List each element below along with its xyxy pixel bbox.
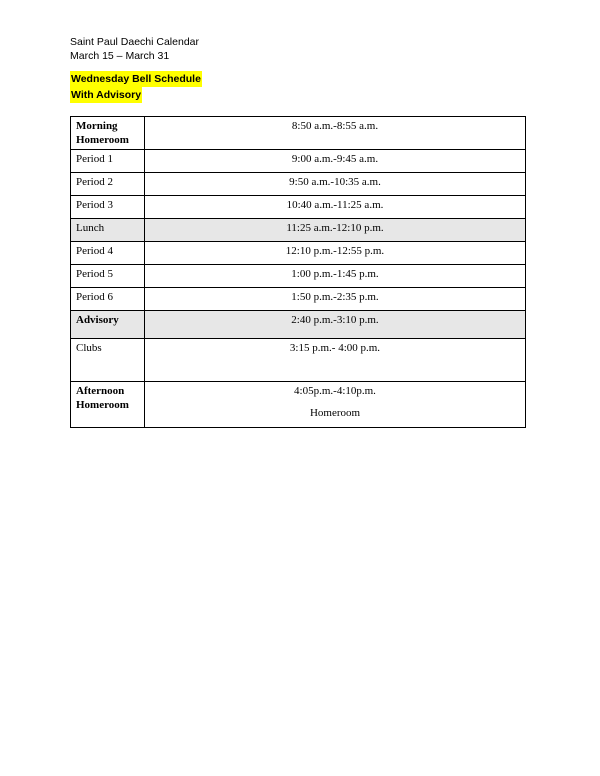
row-time: 9:00 a.m.-9:45 a.m. [145,150,526,173]
table-row [71,382,526,428]
row-time: 10:40 a.m.-11:25 a.m. [145,196,526,219]
schedule-title: Wednesday Bell Schedule [71,73,201,85]
table-row [71,173,526,196]
row-time: 9:50 a.m.-10:35 a.m. [145,173,526,196]
row-label: Clubs [71,339,145,382]
table-row [71,288,526,311]
row-label: Advisory [71,311,145,339]
row-note: Homeroom [309,407,361,419]
schedule-subtitle: With Advisory [71,89,142,101]
row-time: 8:50 a.m.-8:55 a.m. [145,117,526,150]
table-row [71,339,526,382]
row-label: Period 6 [71,288,145,311]
row-time-cell [145,382,526,428]
table-row [71,196,526,219]
row-label: Morning Homeroom [71,117,145,150]
row-label: Period 3 [71,196,145,219]
schedule-headings [70,71,202,103]
table-row [71,117,526,150]
row-label: Lunch [71,219,145,242]
row-label: Period 4 [71,242,145,265]
date-range: March 15 – March 31 [70,50,170,62]
row-time: 1:50 p.m.-2:35 p.m. [145,288,526,311]
row-label: Period 2 [71,173,145,196]
table-row [71,150,526,173]
table-row [71,311,526,339]
document-header [70,35,199,63]
calendar-name: Saint Paul Daechi Calendar [70,36,199,48]
row-time: 4:05p.m.-4:10p.m. [294,385,376,397]
row-label: Afternoon Homeroom [71,382,145,428]
row-time: 1:00 p.m.-1:45 p.m. [145,265,526,288]
row-time: 11:25 a.m.-12:10 p.m. [145,219,526,242]
table-row [71,265,526,288]
table-row [71,219,526,242]
row-time: 3:15 p.m.- 4:00 p.m. [145,339,526,382]
row-time: 12:10 p.m.-12:55 p.m. [145,242,526,265]
row-time: 2:40 p.m.-3:10 p.m. [145,311,526,339]
bell-schedule-table [70,116,526,428]
table-row [71,242,526,265]
row-label: Period 5 [71,265,145,288]
row-label: Period 1 [71,150,145,173]
